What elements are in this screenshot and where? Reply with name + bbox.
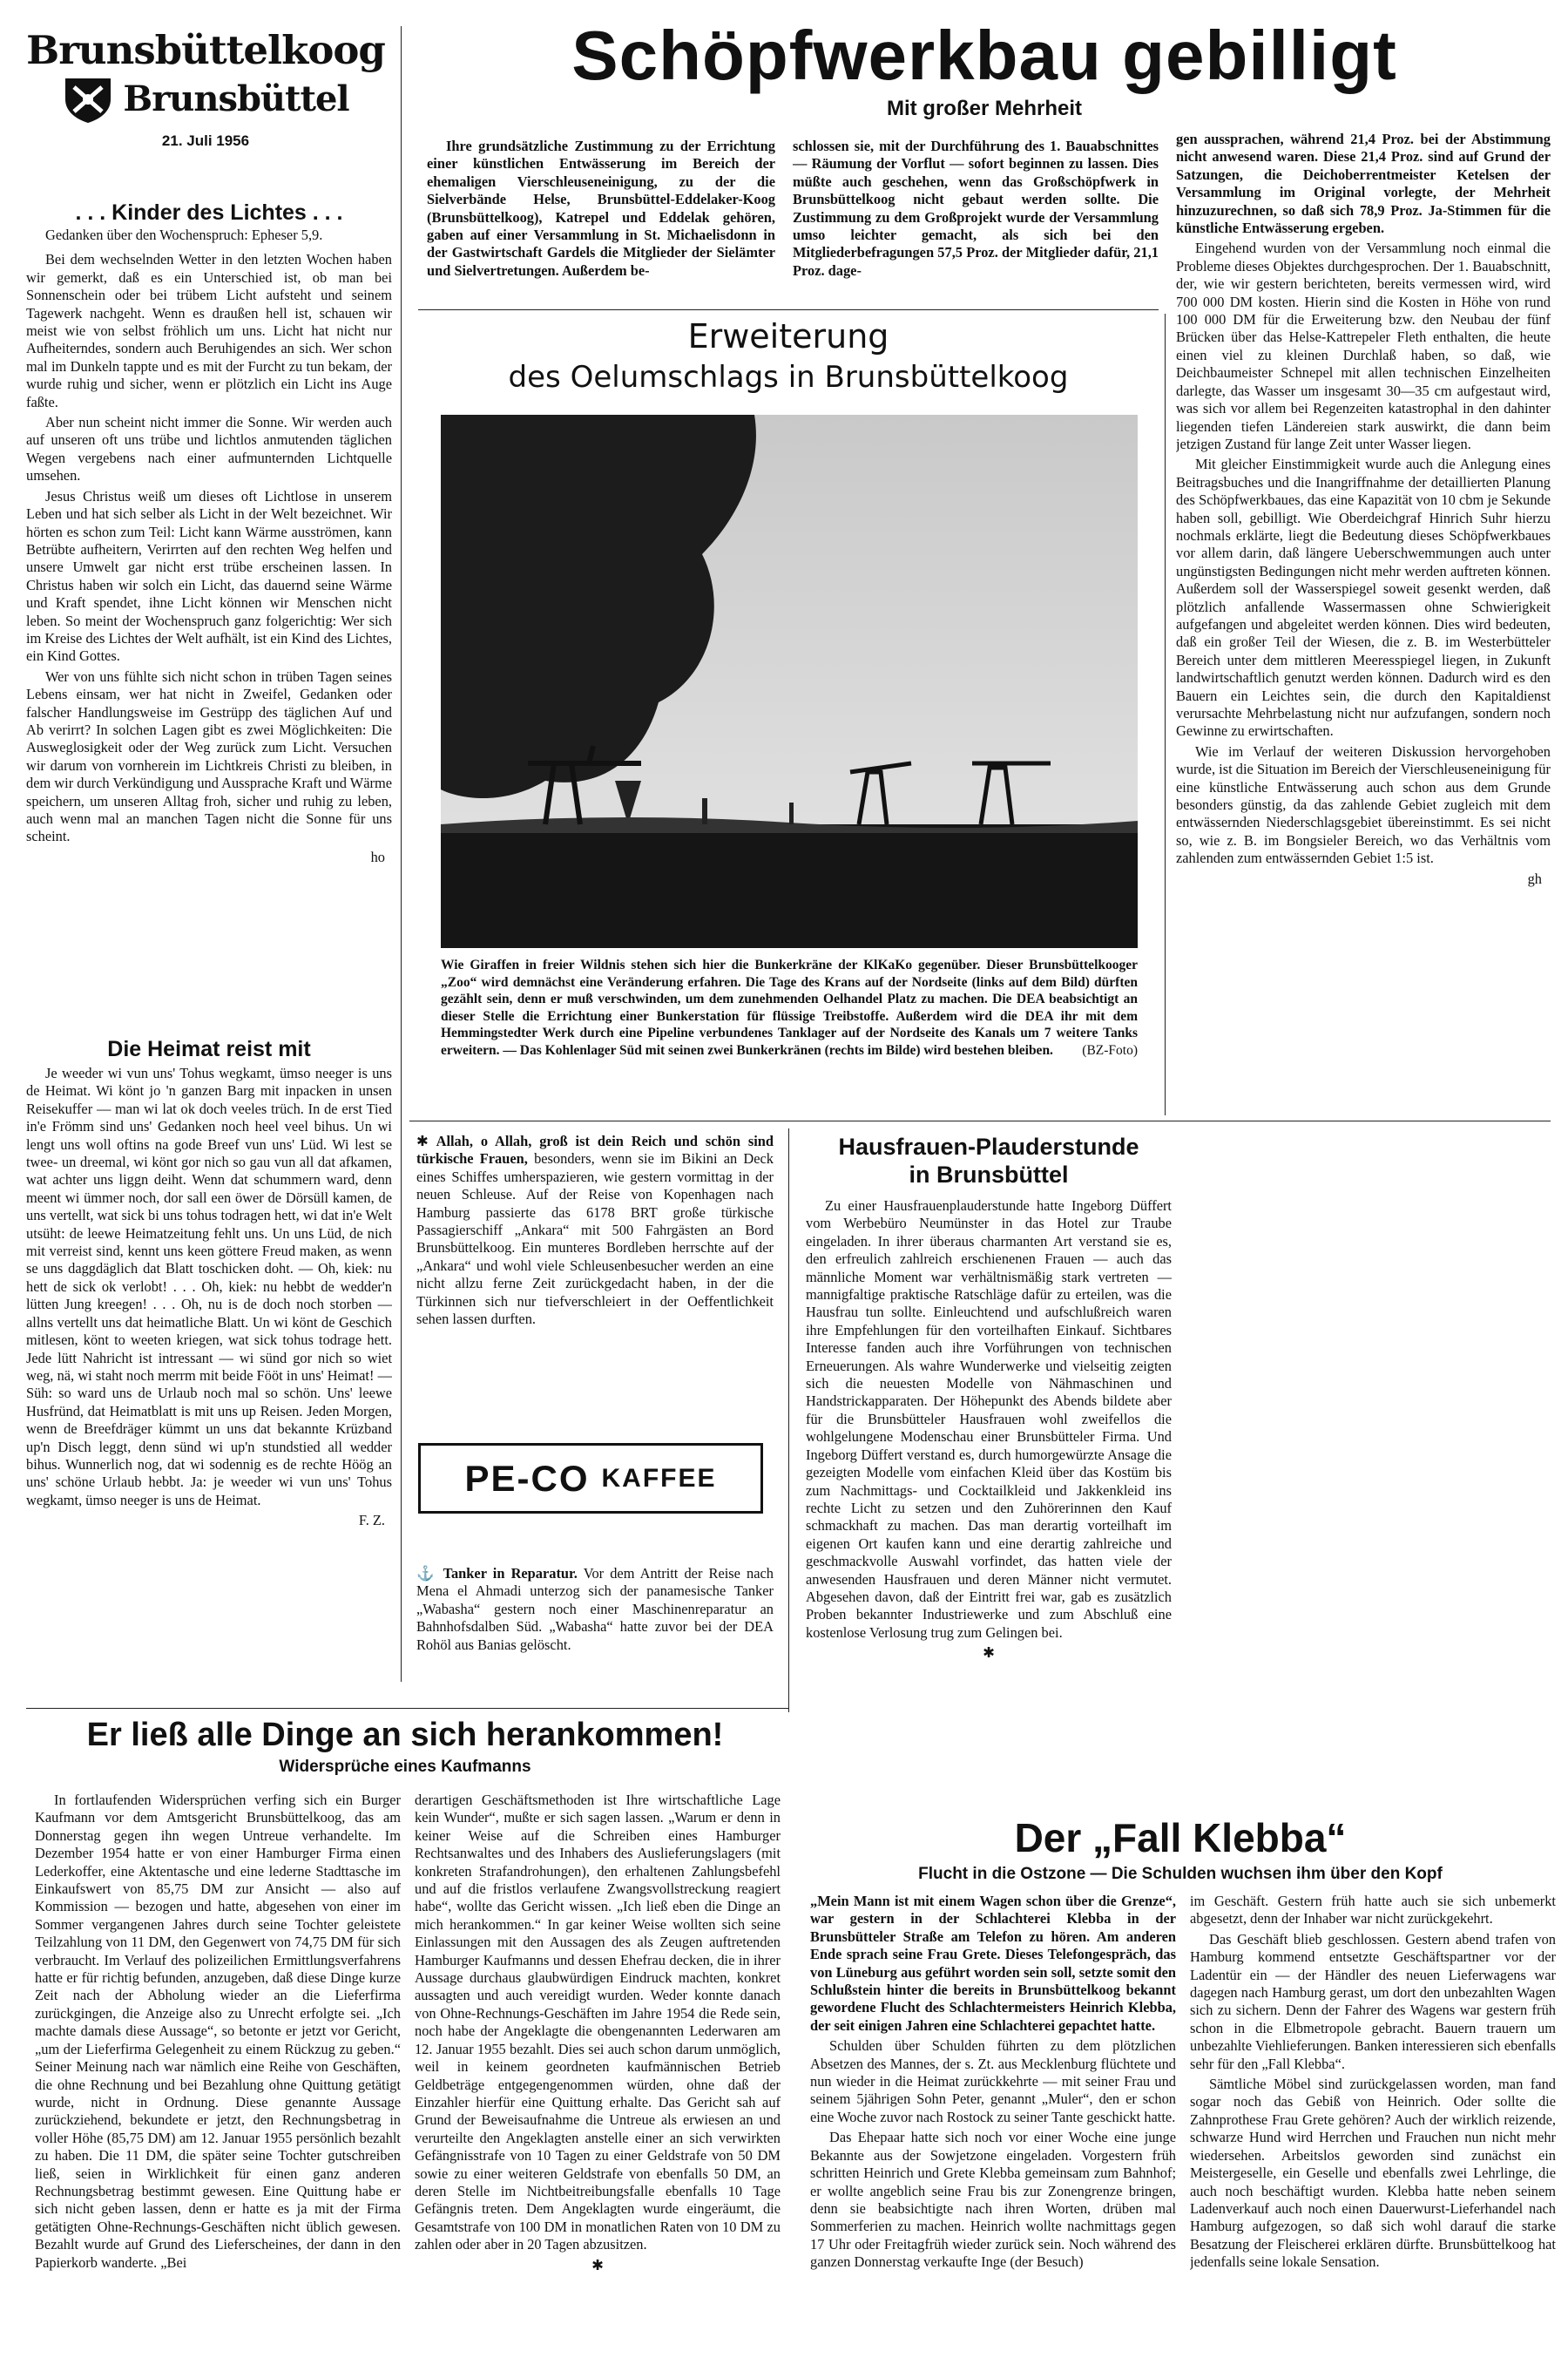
oel-caption: Wie Giraffen in freier Wildnis stehen sich hier die Bunkerkräne der KlKaKo gegenüber. Dieser Brunsbüttelkooger „Zoo“ wird demnächst eine Veränderung erfahren. Die Tage des Krans auf der Nordseite (links auf dem Bild) dürften gezählt sein, denn er muß verschwinden, um dem zunehmenden Oelhandel Platz zu machen. Die DEA beabsichtigt an dieser Stelle die Errichtung einer Bunkerstation für flüssige Treibstoffe. Außerdem wird die DEA ihr mit dem Hemmingstedter Werk durch eine Pipeline verbundenes Tanklager auf der Nordseite des Kanals um 7 weitere Tanks erweitern. — Das Kohlenlager Süd mit seinen zwei Bunkerkränen (rechts im Bilde) wird bestehen bleiben. (BZ-Foto) — [441, 958, 1138, 1058]
ad-brand: PE-CO — [464, 1457, 590, 1499]
tanker-lead: Tanker in Reparatur. — [443, 1565, 578, 1582]
harbour-cranes-photo — [441, 415, 1138, 948]
heimat-signature: F. Z. — [358, 1512, 385, 1529]
column-divider — [788, 1128, 789, 1712]
main-article-col2: schlossen sie, mit der Durchführung des 1. Bauabschnittes — Räumung der Vorflut — sofort beginnen zu lassen. Dies müßte auch geschehen, wenn das Großschöpfwerk in Brunsbüttelkoog nicht gebaut werden sollte. Die Zustimmung zu dem Großprojekt wurde der Versammlung umso leichter gemacht, als sich bei den Mitgliederbefragungen 57,5 Proz. der Mitglieder dafür, 21,1 Proz. dage- — [793, 138, 1159, 279]
main-headline — [418, 16, 1551, 138]
masthead-line1: Brunsbüttelkoog — [26, 28, 385, 73]
main-headline-title: Schöpfwerkbau gebilligt — [571, 17, 1397, 94]
allah-article: ✱ Allah, o Allah, groß ist dein Reich und schön sind türkische Frauen, besonders, wenn sie im Bikini an Deck eines Schiffes umherspazieren, wie gestern vormittag in der neuen Schleuse. Auf der Reise von Kopenhagen nach Hamburg passierte das 6178 BRT große türkische Passagierschiff „Ankara“ mit 500 Fahrgästen an Bord Brunsbüttelkoog. Ein munteres Bordleben herrschte auf der „Ankara“ und wohl viele Schleusenbesucher werden an eine nicht allzu ferne Zeit zurückgedacht haben, in der die Türkinnen sich nur tiefverschleiert in der Oeffentlichkeit sehen lassen durften. — [416, 1133, 774, 1328]
star-icon: ✱ — [416, 1133, 429, 1149]
masthead — [23, 28, 389, 176]
klebba-title: Der „Fall Klebba“ — [1014, 1815, 1347, 1860]
masthead-line2: Brunsbüttel — [123, 78, 349, 119]
section-divider — [418, 309, 1159, 310]
kaufmann-headline — [26, 1713, 784, 1792]
coat-of-arms-icon — [62, 75, 114, 124]
main-article-signature: gh — [1527, 870, 1542, 887]
kinder-signature: ho — [370, 848, 385, 865]
kaufmann-title: Er ließ alle Dinge an sich herankommen! — [86, 1717, 724, 1753]
kaufmann-col2: derartigen Geschäftsmethoden ist Ihre wirtschaftliche Lage kein Wunder“, mußte er sich sagen lassen. „Warum er denn in keiner Weise auf die Schreiben eines Hamburger Rechtsanwaltes und des Inhabers des Auslieferungslagers (mit konkreten Strafandrohungen), den erhaltenen Zahlungsbefehl und auf die fristlos verlaufene Zwangsvollstreckung reagiert habe“, wollte das Gericht wissen. „Ich ließ eben die Dinge an mich herankommen.“ In gar keiner Weise wollten sich seine Einlassungen mit den Aussagen des als Zeugen auftretenden Hamburger Kaufmanns und dessen Ehefrau decken, die in ihrer Aussage durchaus glaubwürdigen Eindruck machten, konkret aussagten und auch vereidigt wurden. Weder konnte danach von Ohne-Rechnungs-Geschäften im Jahre 1954 die Rede sein, noch habe der Angeklagte die obengenannten Lederwaren am 12. Januar 1955 bezahlt. Dies sei auch schon darum unmöglich, weil in keinem geordneten kaufmännischen Betrieb Geldbeträge entgegengenommen würden, ohne daß der Einzahler hierfür eine Quittung erhalte. Das Gericht sah auf Grund der Beweisaufnahme die Untreue als erwiesen an und verurteilte den Angeklagten anstelle einer an sich verwirkten Gefängnisstrafe von 10 Tagen zu einer Geldstrafe von 50 DM sowie zu einer weiteren Geldstrafe von ebenfalls 50 DM, an deren Stelle im Nichtbeitreibungsfalle ebenfalls 10 Tage Gefängnis treten. Dem Angeklagten wurde eingeräumt, die Gesamtstrafe von 100 DM in monatlichen Raten von 10 DM zu zahlen oder aber in 20 Tagen abzusitzen. ✱ — [415, 1792, 781, 2273]
klebba-col1: „Mein Mann ist mit einem Wagen schon über die Grenze“, war gestern in der Schlachterei Klebba in der Brunsbütteler Straße am Telefon zu hören. Am anderen Ende sprach seine Frau Grete. Dieses Telefongespräch, das von Lüneburg aus geführt worden sein soll, setzte somit den Schlußstein hinter die bereits in Brunsbüttelkoog bekannt gewordene Flucht des Schlachtermeisters Heinrich Klebba, der seit einigen Jahren eine Schlachterei gepachtet hatte. Schulden über Schulden führten zu dem plötzlichen Absetzen des Mannes, der s. Zt. aus Mecklenburg flüchtete und nun wieder in die Heimat zurückkehrte — mit seiner Frau und seinem 5jährigen Sohn Peter, genannt „Muler“, den er schon eine Woche zuvor nach Rostock zu seiner Tante geschickt hatte. Das Ehepaar hatte sich noch vor einer Woche eine junge Bekannte aus der Sowjetzone eingeladen. Vorgestern früh schritten Heinrich und Grete Klebba gemeinsam zum Bahnhof; er wollte angeblich seine Frau bis zur Zonengrenze bringen, denn sie beabsichtigte nach ihren Worten, drüben mal Sommerferien zu machen. Heinrich wollte nachmittags gegen 17 Uhr oder Freitagfrüh wieder zurück sein. Noch während des ganzen Donnerstag verkaufte Inge (der Besuch) — [810, 1893, 1176, 2271]
star-icon: ✱ — [983, 1644, 995, 1662]
ad-product: KAFFEE — [601, 1463, 717, 1493]
kinder-intro: Gedanken über den Wochenspruch: Epheser 5,9. — [45, 227, 323, 243]
peco-kaffee-ad[interactable] — [418, 1443, 763, 1514]
oel-headline: Erweiterung des Oelumschlags in Brunsbüttelkoog — [508, 317, 1069, 395]
klebba-headline — [801, 1812, 1559, 1900]
star-icon: ✱ — [591, 2256, 604, 2273]
kaufmann-subtitle: Widersprüche eines Kaufmanns — [279, 1758, 531, 1776]
allah-lead: Allah, o Allah, groß ist dein Reich und schön sind türkische Frauen, — [416, 1133, 774, 1168]
tanker-article: ⚓ Tanker in Reparatur. Vor dem Antritt der Reise nach Mena el Ahmadi unterzog sich der panamesische Tanker „Wabasha“ gestern noch einer Maschinenreparatur an Bahnhofsdalben Süd. „Wabasha“ hatte zuvor bei der DEA Rohöl aus Banias gelöscht. — [416, 1565, 774, 1653]
column-divider — [1165, 314, 1166, 1115]
masthead-date: 21. Juli 1956 — [161, 132, 250, 149]
klebba-col2: im Geschäft. Gestern früh hatte auch sie sich unbemerkt abgesetzt, denn der Inhaber war nicht zurückgekehrt. Das Geschäft blieb geschlossen. Gestern abend trafen von Hamburg kommend entsetzte Geschäftspartner vor der Ladentür ein — der Händler des neuen Lieferwagens war dagegen nach Hamburg gerast, um dort den unbezahlten Wagen sich zu sichern. Denn der Fahrer des Wagens war gestern früh schon in die Elbmetropole gebracht. Bauern trauern um unbezahlte Viehlieferungen. Banken interessieren sich ebenfalls sehr für den „Fall Klebba“. Sämtliche Möbel sind zurückgelassen worden, man fand sogar noch das Gebiß von Heinrich. Oder sollte die Zahnprothese Frau Grete gehören? Auch der wirklich reizende, schwarze Hund wird Herrchen und Frauchen nun nicht mehr wiedersehen. Arbeitslos geworden sind zunächst ein Meistergeselle, ein Geselle und ebenfalls zwei Lehrlinge, die auch noch beschäftigt wurden. Klebba hatte neben seinem Ladenverkauf auch noch einen Dauerwurst-Lieferhandel nach Hamburg aufgezogen, so daß sich wohl darauf die starke Besatzung der Fleischerei erklären dürfte. Brunsbüttelkoog hat jedenfalls seine lokale Sensation. — [1190, 1893, 1556, 2271]
heimat-article: Die Heimat reist mit Je weeder wi vun uns' Tohus wegkamt, ümso neeger is uns de Heimat. Wi könt jo 'n ganzen Barg mit inpacken in unsen Reisekuffer — man wi lat ok doch veeles trüch. In de erst Tied in'e Frömm sind uns' Gedanken noch heel veel bihus. Un wi lengt uns woll oftins na gode Breef vun uns' Lüd. Wi lest se twee- un dreemal, wi könt gor nich so gau vun all dat afkamen, wat achter uns liggn deiht. Wenn dat schummern ward, denn meent wi ümmer noch, dor sall een öwer de Dörsüll kamen, de uns vertellt, wat sick bi uns tohus todragen hett, wi dat in'e Welt utsüht: de leewe Heimatzeitung fehlt uns. Un uns Lüd, de nich mit verreist sind, kennt uns keen göttere Freud maken, as wenn se uns daggdäglich dat Blatt toschicken doht. — Oh, kiek: nu hett de sick ok verlobt! . . . Oh, kiek: nu hebbt de wedder'n lütten Jung kreegen! . . . Oh, nu is de doch noch storben — allns vertellt uns dat heimatliche Blatt. Un wi könt de Geschich mitlesen, könt to weeten kriegen, wat sick tohus todrage hett. Jede lütt Nahricht ist intressant — wi sünd gor nich so wiet weg, nä, wi staht noch merrm mit beide Fööt in uns' Heimat! — Süh: so ward uns de Urlaub noch mal so schön. Uns' leewe Husfründ, dat Heimatblatt is mit uns up Reisen. Jeden Morgen, wenn de Breefdräger kümmt un uns dat bekannte Krüzband up'n Disch leggt, denn sünd wi up'n stundstied all wedder bihus. Wunnerlich nog, dat wi sodennig es de rechte Höög an uns' schöne Urlaub hebbt. Ja: je weeder wi vun uns' Tohus wegkamt, ümso neeger is uns de Heimat. F. Z. — [26, 1033, 392, 1704]
klebba-subtitle: Flucht in die Ostzone — Die Schulden wuchsen ihm über den Kopf — [918, 1865, 1443, 1883]
heimat-title: Die Heimat reist mit — [107, 1037, 311, 1061]
column-divider — [401, 26, 402, 1682]
oel-photo-credit: (BZ-Foto) — [1082, 1042, 1138, 1058]
kaufmann-col1: In fortlaufenden Widersprüchen verfing sich ein Burger Kaufmann vor dem Amtsgericht Brunsbüttelkoog, das am Donnerstag gegen ihn wegen Untreue verhandelte. Im Dezember 1954 hatte er von einer Hamburger Firma einen Lederkoffer, eine Aktentasche und eine lederne Stadttasche im Einkaufswert von 85,75 DM zur Ansicht — also auf Kommission — bezogen und hatte, abgesehen von einer im Sommer vergangenen Jahres durch seine Tochter geleistete Teilzahlung von 11 DM, den Gegenwert von 74,75 DM für sich verbraucht. Im Verlauf des polizeilichen Ermittlungsverfahrens hatte er für richtig befunden, anzugeben, daß diese Dinge kurze Zeit nach der Abholung wieder an die Lieferfirma zurückgingen, die Anzeige also zu Unrecht erfolgte sei. „Ich machte damals diese Aussage“, so betonte er jetzt vor Gericht, „um der Lieferfirma Gelegenheit zu einem Rückzug zu geben.“ Seiner Meinung nach war nämlich eine Reihe von Geschäften, die ohne Rechnung und bei Bezahlung ohne Quittung getätigt wurde, nicht in Ordnung. Diese genannte Aussage zurückziehend, bekundete er jetzt, den Rechnungsbetrag in voller Höhe (85,75 DM) am 12. Januar 1955 persönlich bezahlt zu haben. Die 11 DM, die später seine Tochter gutschreiben ließ, seien in Wirklichkeit für einen ganz anderen Rechnungsbetrag bestimmt gewesen. Eine Quittung habe er sich nicht geben lassen, denn er hatte es ja mit der Firma getätigten Ohne-Rechnungs-Geschäften nicht üblich gewesen. Bezahlt wurde auf Grund des Lieferscheines, der dann in den Papierkorb wanderte. „Bei — [35, 1792, 401, 2271]
harbour-cranes-image — [441, 415, 1138, 948]
kinder-title: . . . Kinder des Lichtes . . . — [75, 200, 343, 225]
main-headline-subtitle: Mit großer Mehrheit — [886, 97, 1082, 120]
main-article-col1: Ihre grundsätzliche Zustimmung zu der Errichtung einer künstlichen Entwässerung im Bereich der ehemaligen Vierschleuseneinigung, zu der die Sielverbände Helse, Brunsbüttel-Eddelaker-Koog (Brunsbüttelkoog), Katrepel und Eddelak gehören, gaben auf einer Versammlung in St. Michaelisdonn in der Gastwirtschaft Gardels die Mitglieder der Sielämter und Sielvertretungen. Außerdem be- — [427, 138, 775, 279]
hausfrauen-article: Hausfrauen-Plauderstunde in Brunsbüttel Zu einer Hausfrauenplauderstunde hatte Ingeborg Düffert vom Werbebüro Neumünster in das Hotel zur Traube eingeladen. In ihrer überaus charmanten Art verstand sie es, den erfreulich zahlreich erschienenen Frauen — auch das männliche Moment war verhältnismäßig stark vertreten — mannigfaltige praktische Ratschläge dafür zu erteilen, was die Hausfrau tun sollte. Einleuchtend und aufschlußreich waren ihre Empfehlungen für den vorteilhaften Einkauf. Sichtbares Interesse fanden auch ihre Vorführungen von technischen Erneuerungen. Als wahre Wunderwerke und vielseitig zeigten sich die neuesten Modelle von Nähmaschinen und Handstrickapparaten. Der Höhepunkt des Abends bildete aber für die Brunsbütteler Hausfrauen wohl zweifellos die wohlgelungene Modenschau einer Brunsbütteler Firma. Und Ingeborg Düffert verstand es, durch humorgewürzte Ansage die gezeigten Modelle vom einfachen Kleid über das Kostüm bis zum Nachmittags- und Cocktailkleid und Jakkenkleid ins rechte Licht zu setzen und den Zuhörerinnen den Kauf schmackhaft zu machen. Das man derartig vorteilhaft im eigenen Ort kaufen kann und eine derartig zahlreiche und geschmackvolle Auswahl vorfindet, das hatten viele der anwesenden Hausfrauen und deren Männer nicht vermutet. Abgesehen davon, daß der Eintritt frei war, gab es zusätzlich Proben bekannter Industriewerke und zum Abschluß eine kostenlose Verlosung trug zum Gelingen bei. ✱ — [806, 1134, 1172, 1662]
main-article-col3: gen aussprachen, während 21,4 Proz. bei der Abstimmung nicht anwesend waren. Diese 21,4 Proz. sind auf Grund der Satzungen, die Deichoberrentmeister Ketelsen der Versammlung im Original vorlegte, der Mehrheit hinzuzurechnen, so daß sich 78,9 Proz. Ja-Stimmen für die künstliche Entwässerung ergeben. Eingehend wurden von der Versammlung noch einmal die Probleme dieses Objektes durchgesprochen. Der 1. Bauabschnitt, der, wie wir gestern berichteten, bereits vermessen wird, wird 700 000 DM kosten. Hierin sind die Kosten in Höhe von rund 100 000 DM für die Erweiterung bzw. den Neubau der fünf Brücken über das Helse-Kattrepeler Fleth enthalten, die heute einen viel zu kleinen Durchlaß haben, so daß, wie Deichbaumeister Schnepel mit allen technischen Einzelheiten darlegte, das Wasser um insgesamt 30—35 cm aufgestaut wird, was sich vor allem bei Regenzeiten katastrophal in den dahinter liegenden tiefen Ländereien stark auswirkt, die dann beim jetzigen Zustand für lange Zeit unter Wasser liegen. Mit gleicher Einstimmigkeit wurde auch die Anlegung eines Beitragsbuches und die Inangriffnahme der detaillierten Planung des Schöpfwerkbaues, das eine Kapazität von 10 cbm je Sekunde haben soll, gebilligt. Wie Oberdeichgraf Hinrich Suhr hierzu nochmals erklärte, liegt die Bedeutung dieses Schöpfwerkbaues vor allem darin, daß längere Ueberschwemmungen auch unter ungünstigsten Bedingungen nicht mehr werden auftreten können. Außerdem soll der Wasserspiegel soweit gesenkt werden, daß plötzlich anfallende Wassermassen ohne Schwierigkeit aufgefangen und abgeleitet werden können. Dies wird bedeuten, daß ein großer Teil der Wiesen, die z. B. im Westerbütteler Bereich unter dem mittleren Meeresspiegel liegen, in Zukunft landwirtschaftlich genutzt werden können. Dadurch wird es den Bauern ein Leichtes sein, die durch den Kapitaldienst verursachte Mehrbelastung nicht nur aufzufangen, sondern noch Gewinne zu erwirtschaften. Wie im Verlauf der weiteren Diskussion hervorgehoben wurde, ist die Situation im Bereich der Vierschleuseneinigung für eine künstliche Entwässerung auch schon aus dem Grunde besonders günstig, da das zahlende Gebiet zugleich mit dem entwässernden Niederschlagsgebiet übereinstimmt. Es sei nicht so, wie z. B. im Bongsieler Bereich, wo das Verhältnis vom zahlenden zum entwässernden Gebiet 1:5 ist. gh — [1176, 131, 1551, 887]
ship-icon: ⚓ — [416, 1565, 437, 1582]
section-divider — [26, 1708, 788, 1709]
kinder-article: . . . Kinder des Lichtes . . . Gedanken über den Wochenspruch: Epheser 5,9. Bei dem wechselnden Wetter in den letzten Wochen haben wir gemerkt, daß es ein Unterschied ist, ob man bei Sonnenschein oder bei trübem Licht aufsteht und seinem Tagewerk nachgeht. Wenn es draußen hell ist, schauen wir meist wie von selbst fröhlich um uns. Licht hat nicht nur Aufheiterndes, sondern auch Beruhigendes an sich. Wer schon mal im Dunkeln tappte und es mit der Furcht zu tun bekam, der wurde ruhig und sicher, wenn er plötzlich ein Licht ins Auge faßte. Aber nun scheint nicht immer die Sonne. Wir werden auch auf unseren oft uns trübe und lichtlos anmutenden täglichen Wegen vergebens nach einer aufmunternden Lichtquelle umsehen. Jesus Christus weiß um dieses oft Lichtlose in unserem Leben und hat sich selber als Licht in der Welt bezeichnet. Wir hörten es schon zum Teil: Licht kann Wärme ausströmen, kann Betrübte aufheitern, Verirrten auf den rechten Weg helfen und unsere Umwelt gar nicht erst trübe erscheinen lassen. In Christus haben wir solch ein Licht, das dauernd seine Wärme und Kraft spendet, ihne Licht können wir Menschen nicht leben. So meint der Wochenspruch ganz folgerichtig: Wer sich im Kreise des Lichtes der Welt aufhält, ist ein Kind des Lichtes, ein Kind Gottes. Wer von uns fühlte sich nicht schon in trüben Tagen seines Lebens einsam, wer hat nicht in Zweifel, Gedanken oder falscher Handlungsweise im Gestrüpp des täglichen Auf und Ab verirrt? In solchen Lagen gibt es zwei Möglichkeiten: Die Ausweglosigkeit oder der Weg zurück zum Licht. Versuchen wir darum von vornherein im Lichtkreis Christi zu bleiben, in dem wir durch Verkündigung und Aussprache Kraft und Wärme speichern, um unseren Alltag froh, sicher und ruhig zu leben, auch wenn mal an manchen Tagen nicht die Sonne für uns scheint. ho — [26, 200, 392, 865]
hausfrauen-title: Hausfrauen-Plauderstunde in Brunsbüttel — [838, 1134, 1139, 1188]
